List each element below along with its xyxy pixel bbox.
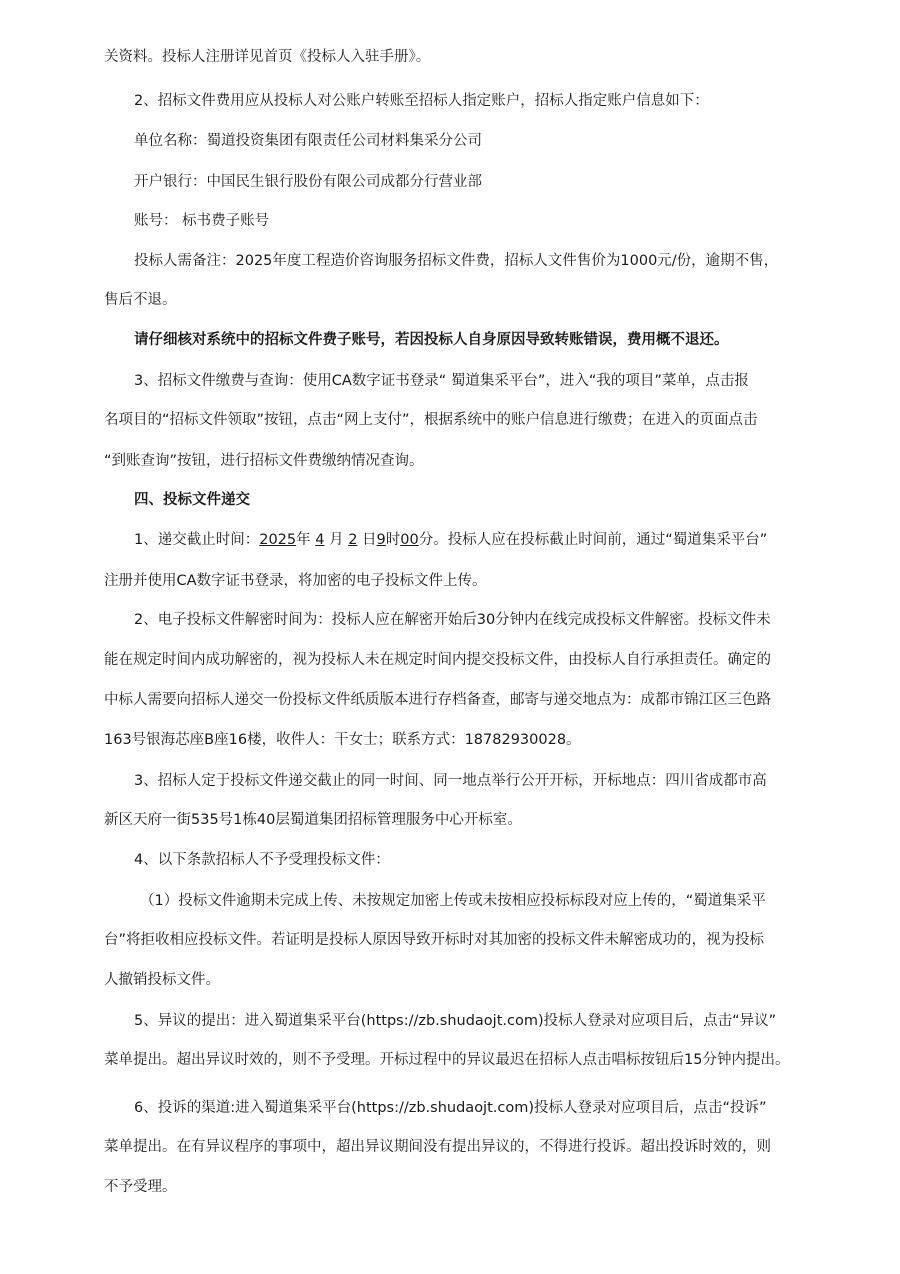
deadline-day: 2 (348, 532, 358, 548)
day-label: 日 (362, 532, 377, 548)
fee-transfer-instruction: 2、招标文件费用应从投标人对公账户转账至招标人指定账户，招标人指定账户信息如下： (134, 93, 709, 109)
objection-line2: 菜单提出。超出异议时效的，则不予受理。开标过程中的异议最迟在招标人点击唱标按钮后15分钟内提出。 (104, 1052, 790, 1068)
section-heading: 四、投标文件递交 (134, 492, 250, 508)
paragraph-line: 关资料。投标人注册详见首页《投标人入驻手册》。 (104, 49, 431, 65)
complaint-line1: 6、投诉的渠道:进入蜀道集采平台(https://zb.shudaojt.com)投标人登录对应项目后，点击“投诉” (134, 1100, 767, 1116)
rejection-clause-line3: 人撤销投标文件。 (104, 972, 220, 988)
decryption-line4: 163号银海芯座B座16楼，收件人：干女士；联系方式：18782930028。 (104, 732, 581, 748)
complaint-line3: 不予受理。 (104, 1179, 177, 1195)
deadline-line2: 注册并使用CA数字证书登录，将加密的电子投标文件上传。 (104, 573, 487, 589)
payment-query-line2: 名项目的“招标文件领取”按钮，点击“网上支付”，根据系统中的账户信息进行缴费；在进入的页面点击 (104, 412, 758, 428)
decryption-line1: 2、电子投标文件解密时间为：投标人应在解密开始后30分钟内在线完成投标文件解密。投标文件未 (134, 612, 771, 628)
objection-line1: 5、异议的提出：进入蜀道集采平台(https://zb.shudaojt.com)投标人登录对应项目后，点击“异议” (134, 1013, 777, 1029)
bid-opening-line2: 新区天府一街535号1栋40层蜀道集团招标管理服务中心开标室。 (104, 812, 522, 828)
hour-label: 时 (385, 532, 401, 548)
bid-opening-line1: 3、招标人定于投标文件递交截止的同一时间、同一地点举行公开开标，开标地点：四川省成都市高 (134, 773, 767, 789)
complaint-line2: 菜单提出。在有异议程序的事项中，超出异议期间没有提出异议的，不得进行投诉。超出投诉时效的，则 (104, 1139, 771, 1155)
deadline-minute: 00 (400, 532, 419, 548)
remark-note-line1: 投标人需备注：2025年度工程造价咨询服务招标文件费，招标人文件售价为1000元/份，逾期不售， (134, 253, 779, 269)
payment-query-line1: 3、招标文件缴费与查询：使用CA数字证书登录“ 蜀道集采平台”，进入“我的项目”菜单，点击报 (134, 373, 749, 389)
deadline-hour: 9 (376, 532, 386, 548)
deadline-month: 4 (315, 532, 325, 548)
year-label: 年 (296, 532, 311, 548)
deadline-suffix: 分。投标人应在投标截止时间前，通过“蜀道集采平台” (418, 532, 768, 548)
deadline-line1 (134, 530, 840, 550)
account-name: 单位名称：蜀道投资集团有限责任公司材料集采分公司 (134, 133, 482, 149)
decryption-line2: 能在规定时间内成功解密的，视为投标人未在规定时间内提交投标文件，由投标人自行承担责任。确定的 (104, 652, 771, 668)
rejection-clause-line2: 台”将拒收相应投标文件。若证明是投标人原因导致开标时对其加密的投标文件未解密成功的，视为投标 (104, 932, 765, 948)
deadline-prefix: 1、递交截止时间： (134, 532, 260, 548)
warning-notice: 请仔细核对系统中的招标文件费子账号，若因投标人自身原因导致转账错误，费用概不退还。 (134, 332, 729, 348)
account-number: 账号： 标书费子账号 (134, 213, 270, 229)
deadline-year: 2025 (259, 532, 297, 548)
remark-note-line2: 售后不退。 (104, 292, 177, 308)
account-bank: 开户银行：中国民生银行股份有限公司成都分行营业部 (134, 174, 482, 190)
month-label: 月 (329, 532, 344, 548)
rejection-clause-line1: （1）投标文件逾期未完成上传、未按规定加密上传或未按相应投标标段对应上传的，“蜀道集采平 (140, 893, 766, 909)
decryption-line3: 中标人需要向招标人递交一份投标文件纸质版本进行存档备查，邮寄与递交地点为：成都市锦江区三色路 (104, 692, 771, 708)
rejection-heading: 4、以下条款招标人不予受理投标文件： (134, 852, 390, 868)
payment-query-line3: “到账查询”按钮，进行招标文件费缴纳情况查询。 (104, 453, 424, 469)
